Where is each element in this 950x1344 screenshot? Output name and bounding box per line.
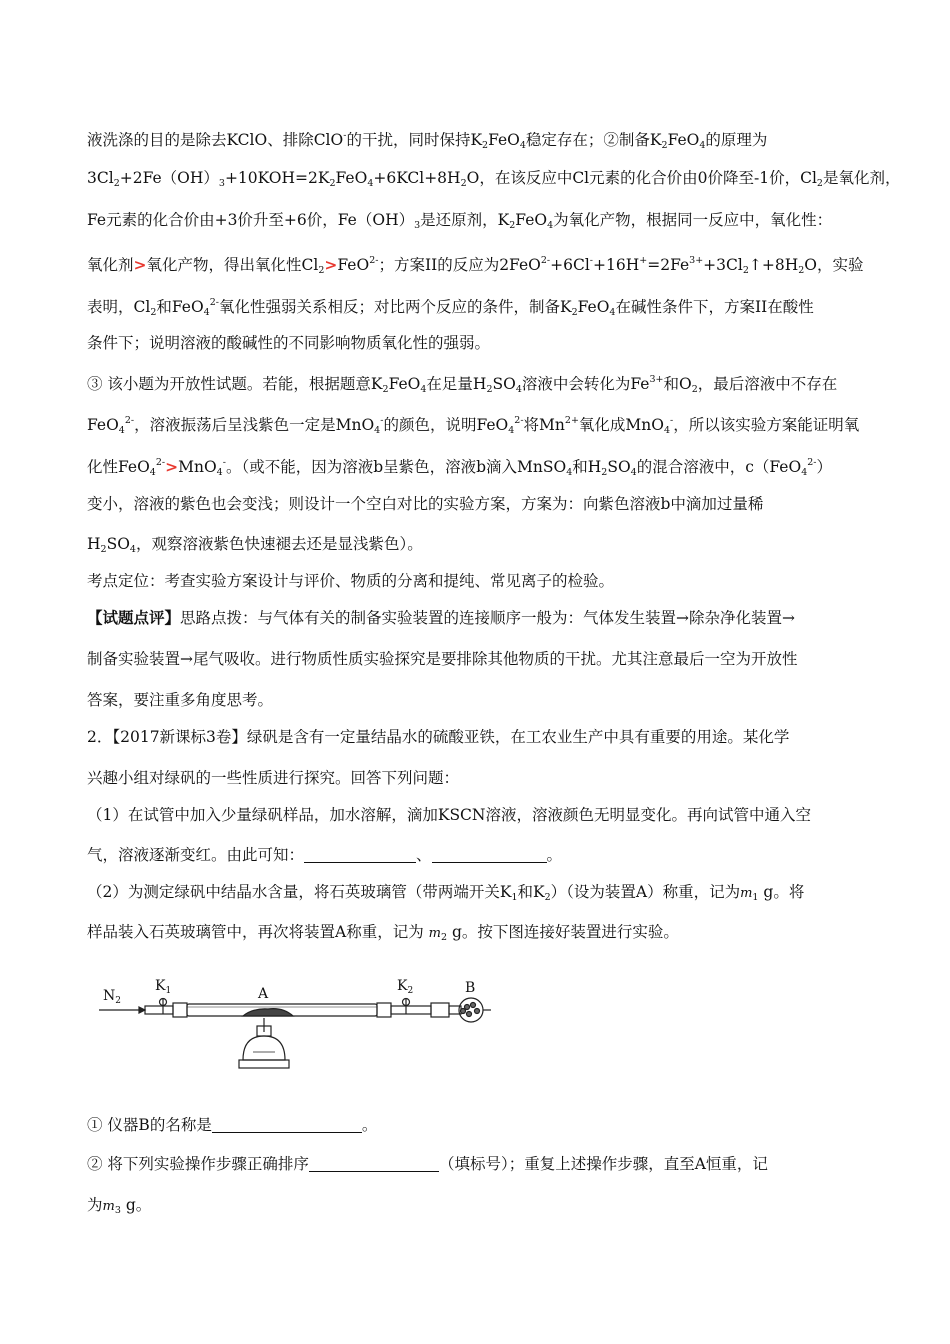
greater-than-sign: >	[165, 458, 179, 476]
text-line-8: FeO$_4^{2-}$，溶液振荡后呈浅紫色一定是MnO$_4$-的颜色，说明FeO$_4^{2-}$将$Mn^{2+}$氧化成MnO$_4$-，所以该实验方案能证明氧	[87, 415, 860, 436]
question-2-line-3: （1）在试管中加入少量绿矾样品，加水溶解，滴加KSCN溶液，溶液颜色无明显变化。再向试管中通入空	[87, 806, 811, 824]
text-line-1: 液洗涤的目的是除去KClO、排除ClO-的干扰，同时保持$K_2FeO_4$稳定存在；②制备$K_2FeO_4$的原理为	[87, 130, 768, 151]
text-line-12: 考点定位：考查实验方案设计与评价、物质的分离和提纯、常见离子的检验。	[87, 572, 615, 590]
apparatus-diagram	[93, 964, 503, 1084]
label-n2: $N_2$	[103, 988, 121, 1006]
label-b: B	[465, 980, 476, 996]
question-2-line-1: 2．【2017新课标3卷】绿矾是含有一定量结晶水的硫酸亚铁，在工农业生产中具有重要的用途。某化学	[87, 728, 790, 746]
text-line-14: 制备实验装置→尾气吸收。进行物质性质实验探究是要排除其他物质的干扰。尤其注意最后一空为开放性	[87, 650, 798, 668]
sample-heap	[243, 1009, 293, 1016]
question-2-line-5: （2）为测定绿矾中结晶水含量，将石英玻璃管（带两端开关$K_1$和$K_2$）（设为装置A）称重，记为$m_1$ g。将	[87, 883, 805, 903]
inlet-tube	[145, 1006, 173, 1014]
label-a: A	[258, 986, 269, 1002]
text-line-13: 【试题点评】思路点拨：与气体有关的制备实验装置的连接顺序一般为：气体发生装置→除杂净化装置→	[87, 608, 795, 627]
answer-blank[interactable]	[212, 1118, 362, 1133]
text-line-3: Fe元素的化合价由+3价升至+6价，$Fe(OH)_3$是还原剂，$K_2FeO_4$为氧化产物，根据同一反应中，氧化性：	[87, 211, 833, 231]
alcohol-lamp	[243, 1036, 285, 1060]
text-line-5: 表明，$Cl_2$和FeO$_4^{2-}$氧化性强弱关系相反；对比两个反应的条件，制备$K_2FeO_4$在碱性条件下，方案II在酸性	[87, 297, 814, 318]
text-line-15: 答案，要注重多角度思考。	[87, 691, 274, 709]
label-k2: $K_2$	[397, 978, 414, 996]
comment-heading: 【试题点评】	[87, 608, 181, 627]
label-k1: $K_1$	[155, 978, 172, 996]
outlet-tube	[391, 1006, 431, 1014]
arrow-head	[139, 1007, 145, 1013]
question-2-line-2: 兴趣小组对绿矾的一些性质进行探究。回答下列问题：	[87, 769, 460, 787]
text-line-11: $H_2SO_4$，观察溶液紫色快速褪去还是显浅紫色）。	[87, 535, 423, 555]
text-line-4: 氧化剂>氧化产物，得出氧化性$Cl_2>FeO^{2-}$；方案II的反应为$2FeO^{2-}+6Cl^-+16H^+=2Fe^{3+}+3Cl_2↑+8H_2O$，实验	[87, 255, 864, 276]
text-line-2: $3Cl_2+2Fe(OH)_3+10KOH=2K_2FeO_4+6KCl+8H_2O$，在该反应中Cl元素的化合价由0价降至-1价，$Cl_2$是氧化剂，	[87, 169, 901, 189]
greater-than-sign: >	[133, 256, 147, 274]
text-line-7: ③ 该小题为开放性试题。若能，根据题意$K_2FeO_4$在足量$H_2SO_4$溶液中会转化为$Fe^{3+}$和$O_2$，最后溶液中不存在	[87, 374, 838, 395]
question-2-line-6: 样品装入石英玻璃管中，再次将装置A称重，记为 $m_2$ g。按下图连接好装置进行实验。	[87, 923, 679, 943]
question-2-line-9: 为$m_3$ g。	[87, 1196, 152, 1216]
answer-blank[interactable]	[309, 1157, 439, 1172]
answer-blank[interactable]	[304, 848, 416, 863]
text-line-6: 条件下；说明溶液的酸碱性的不同影响物质氧化性的强弱。	[87, 334, 491, 352]
text-line-10: 变小，溶液的紫色也会变浅；则设计一个空白对比的实验方案，方案为：向紫色溶液b中滴加过量稀	[87, 495, 764, 513]
text-line-9: 化性FeO$_4^{2-}$>MnO$_4$-。（或不能，因为溶液b呈紫色，溶液b滴入MnSO$_4$和$H_2SO_4$的混合溶液中，c（FeO$_4^{2-}$）	[87, 457, 833, 478]
question-2-line-7: ① 仪器B的名称是 。	[87, 1116, 378, 1134]
answer-blank[interactable]	[432, 848, 547, 863]
greater-than-sign: >	[324, 256, 338, 274]
question-2-line-8: ② 将下列实验操作步骤正确排序 （填标号）；重复上述操作步骤，直至A恒重，记	[87, 1155, 768, 1173]
question-2-line-4: 气，溶液逐渐变红。由此可知： 、 。	[87, 846, 563, 864]
